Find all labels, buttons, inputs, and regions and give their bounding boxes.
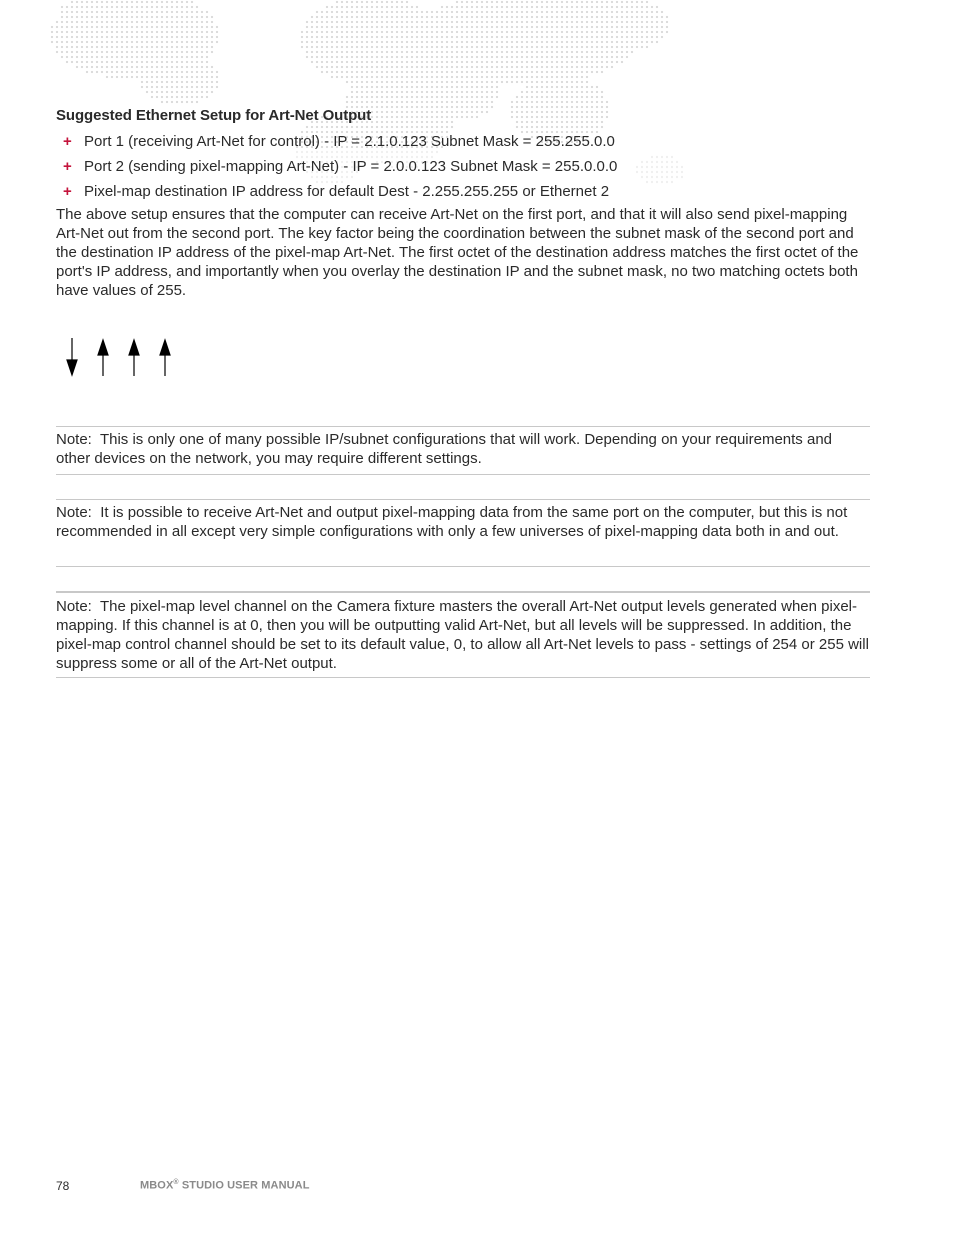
page-number: 78 (56, 1179, 70, 1193)
list-item (56, 154, 870, 179)
note-box (56, 499, 870, 567)
note-text: This is only one of many possible IP/subnet configurations that will work. Depending on your requirements and other devices on the network, you may require different settings. (56, 431, 833, 467)
note-text: It is possible to receive Art-Net and output pixel-mapping data from the same port on the computer, but this is not recommended in all except very simple configurations with only a few universes of pixel-mapping data both in and out. (56, 504, 848, 540)
list-item (56, 129, 870, 154)
body-paragraph: The above setup ensures that the computer can receive Art-Net on the first port, and that it will also send pixel-mapping Art-Net out from the second port. The key factor being the coordination between the subnet mask of the second port and the destination IP address of the pixel-map Art-Net. The first octet of the destination address matches the first octet of the port's IP address, and importantly when you overlay the destination IP and the subnet mask, no two matching octets both have values of 255. (56, 206, 859, 299)
list-item (56, 179, 870, 204)
manual-title-brand: MBOX (140, 1179, 174, 1192)
bullet-text: Port 2 (sending pixel-mapping Art-Net) - IP = 2.0.0.123 Subnet Mask = 255.0.0.0 (84, 158, 618, 175)
plus-bullet-icon: + (63, 133, 72, 150)
note-text: The pixel-map level channel on the Camera fixture masters the overall Art-Net output levels generated when pixel-mapping. If this channel is at 0, then you will be outputting valid Art-Net, but all levels will be suppressed. In addition, the pixel-map control channel should be set to its default value, 0, to allow all Art-Net levels to pass - settings of 254 or 255 will suppress some or all of the Art-Net output. (56, 598, 869, 672)
note-content (56, 593, 870, 673)
note-box (56, 591, 870, 678)
registered-mark: ® (173, 1179, 179, 1186)
setup-bullet-list (56, 129, 870, 204)
bullet-text: Port 1 (receiving Art-Net for control) - IP = 2.1.0.123 Subnet Mask = 255.255.0.0 (84, 133, 615, 150)
bullet-text: Pixel-map destination IP address for default Dest - 2.255.255.255 or Ethernet 2 (84, 183, 610, 200)
note-label: Note: (56, 598, 92, 615)
note-content (56, 500, 870, 541)
arrows-graphic (62, 336, 182, 380)
note-content (56, 427, 870, 468)
note-label: Note: (56, 504, 92, 521)
manual-title (140, 1179, 310, 1192)
plus-bullet-icon: + (63, 183, 72, 200)
plus-bullet-icon: + (63, 158, 72, 175)
note-label: Note: (56, 431, 92, 448)
manual-title-rest: STUDIO USER MANUAL (178, 1179, 310, 1192)
arrow-down-icon (67, 338, 77, 375)
arrow-up-icon (160, 340, 170, 376)
note-box (56, 426, 870, 475)
section-title: Suggested Ethernet Setup for Art-Net Output (56, 107, 372, 124)
arrow-up-icon (129, 340, 139, 376)
arrow-up-icon (98, 340, 108, 376)
